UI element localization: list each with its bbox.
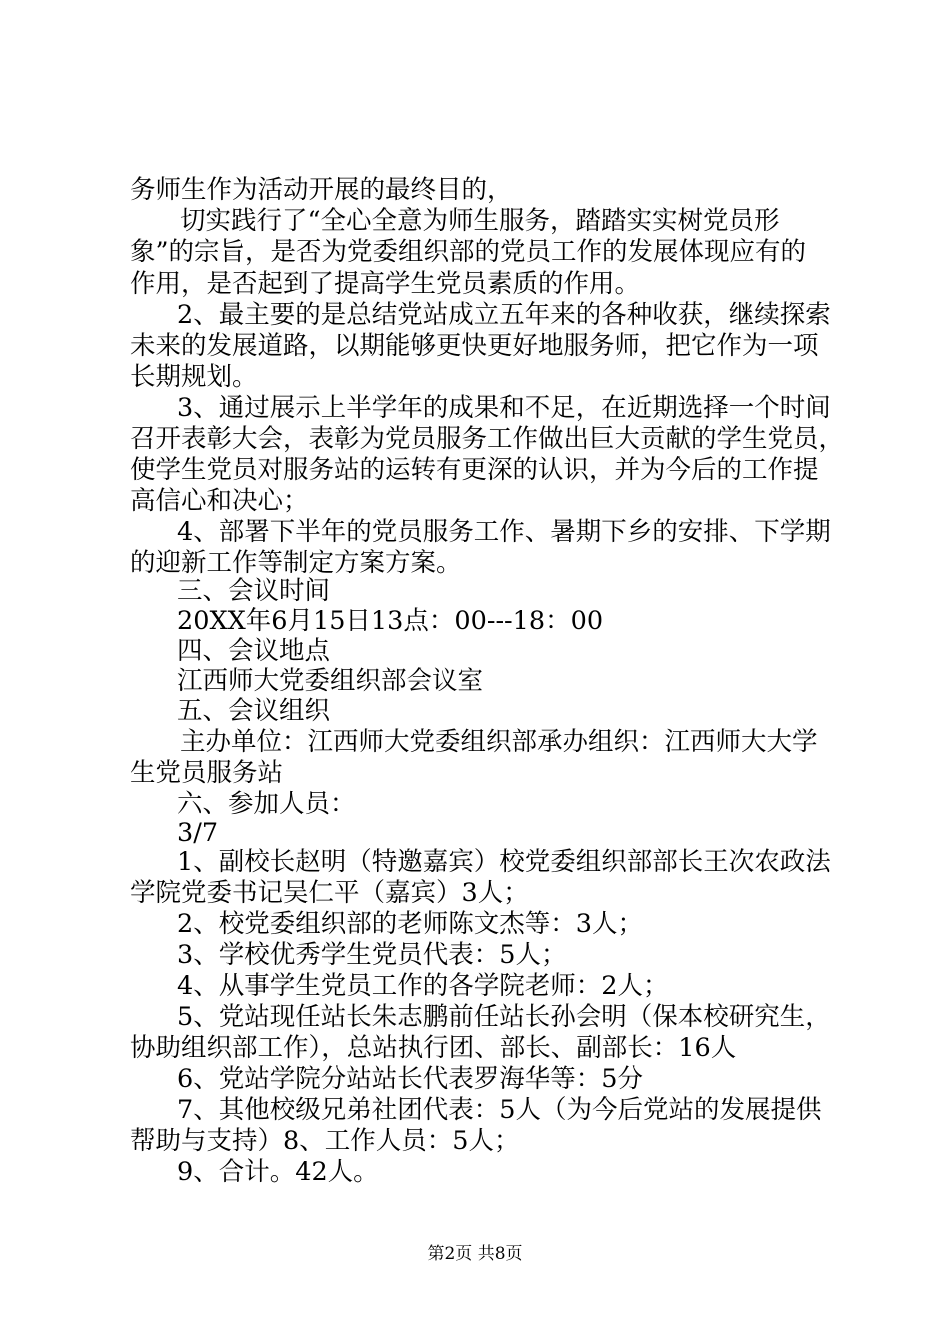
text-line: 主办单位：江西师大党委组织部承办组织：江西师大大学 bbox=[180, 727, 818, 757]
text-line: 象”的宗旨，是否为党委组织部的党员工作的发展体现应有的 bbox=[130, 237, 807, 267]
text-line: 生党员服务站 bbox=[130, 758, 284, 788]
text-line: 高信心和决心； bbox=[130, 486, 309, 516]
text-line: 2、校党委组织部的老师陈文杰等：3人； bbox=[177, 909, 643, 939]
meeting-time: 20XX年6月15日13点：00---18：00 bbox=[177, 606, 604, 636]
text-line: 7、其他校级兄弟社团代表：5人（为今后党站的发展提供 bbox=[177, 1095, 822, 1125]
section-heading: 三、会议时间 bbox=[177, 576, 331, 606]
text-line: 1、副校长赵明（特邀嘉宾）校党委组织部部长王次农政法 bbox=[177, 847, 831, 877]
text-line: 长期规划。 bbox=[130, 362, 258, 392]
text-line: 5、党站现任站长朱志鹏前任站长孙会明（保本校研究生， bbox=[177, 1002, 831, 1032]
section-heading: 六、参加人员： bbox=[177, 789, 356, 819]
text-line: 的迎新工作等制定方案方案。 bbox=[130, 548, 462, 578]
text-line: 学院党委书记吴仁平（嘉宾）3人； bbox=[130, 878, 529, 908]
section-heading: 五、会议组织 bbox=[177, 696, 331, 726]
text-line: 帮助与支持）8、工作人员：5人； bbox=[130, 1126, 520, 1156]
text-line: 召开表彰大会，表彰为党员服务工作做出巨大贡献的学生党员， bbox=[130, 424, 845, 454]
inline-page-number: 3/7 bbox=[177, 818, 219, 848]
text-line: 4、从事学生党员工作的各学院老师：2人； bbox=[177, 971, 669, 1001]
text-line: 2、最主要的是总结党站成立五年来的各种收获，继续探索 bbox=[177, 300, 831, 330]
page-footer: 第2页 共8页 bbox=[427, 1244, 523, 1264]
text-line: 3、学校优秀学生党员代表：5人； bbox=[177, 940, 567, 970]
text-line: 4、部署下半年的党员服务工作、暑期下乡的安排、下学期 bbox=[177, 517, 831, 547]
meeting-location: 江西师大党委组织部会议室 bbox=[177, 666, 484, 696]
section-heading: 四、会议地点 bbox=[177, 636, 331, 666]
text-line: 切实践行了“全心全意为师生服务，踏踏实实树党员形 bbox=[180, 206, 780, 236]
text-line: 协助组织部工作），总站执行团、部长、副部长：16人 bbox=[130, 1033, 737, 1063]
text-line: 作用，是否起到了提高学生党员素质的作用。 bbox=[130, 269, 641, 299]
text-line: 9、合计。42人。 bbox=[177, 1157, 379, 1187]
text-line: 3、通过展示上半学年的成果和不足，在近期选择一个时间 bbox=[177, 393, 831, 423]
text-line: 未来的发展道路，以期能够更快更好地服务师，把它作为一项 bbox=[130, 331, 819, 361]
text-line: 6、党站学院分站站长代表罗海华等：5分 bbox=[177, 1064, 643, 1094]
text-line: 使学生党员对服务站的运转有更深的认识，并为今后的工作提 bbox=[130, 455, 819, 485]
text-line: 务师生作为活动开展的最终目的， bbox=[130, 175, 513, 205]
